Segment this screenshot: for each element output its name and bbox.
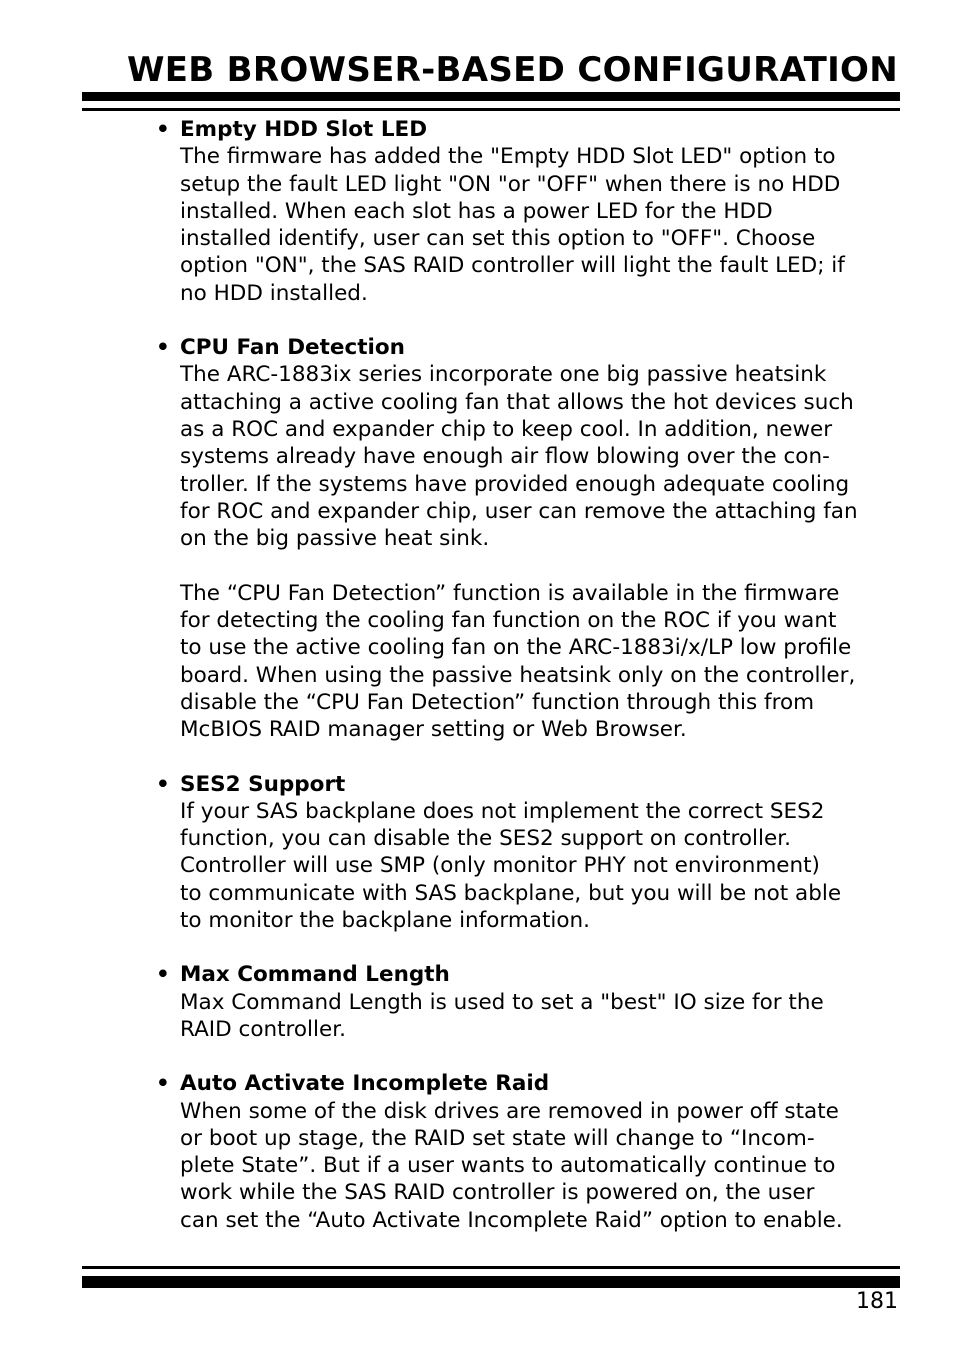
page-title: WEB BROWSER-BASED CONFIGURATION [126,50,898,90]
section-max-command-length [156,961,910,1043]
footer-rule-thin [82,1266,900,1269]
section-paragraph: Max Command Length is used to set a "best" IO size for the RAID controller. [180,989,824,1042]
footer-rule-thick [82,1276,900,1288]
section-title: Empty HDD Slot LED [180,117,428,142]
section-ses2-support [156,771,910,935]
section-title: CPU Fan Detection [180,335,405,361]
section-title: Auto Activate Incomplete Raid [180,1071,550,1097]
section-paragraph: If your SAS backplane does not implement the correct SES2 function, you can disable the SES2 support on controller. Controller will use SMP (only monitor PHY not environment) to communicate with SAS backplane, but you will be not able to monitor the backplane information. [180,798,842,934]
header-rule-thin [82,108,900,111]
section-title: Max Command Length [180,962,450,988]
section-auto-activate-incomplete-raid [156,1070,910,1234]
section-paragraph: When some of the disk drives are removed in power off state or boot up stage, the RAID set state will change to “Incom- plete State”. But if a user wants to automatically continue to work while the SAS RAID controller is powered on, the user can set the “Auto Activate Incomplete Raid” option to enable. [180,1098,843,1233]
page-number: 181 [856,1289,898,1314]
section-empty-hdd-slot-led [156,116,910,307]
bullet-icon: • [156,335,170,361]
header-rule-thick [82,92,900,101]
bullet-icon: • [156,117,170,142]
section-title: SES2 Support [180,771,346,797]
bullet-icon: • [156,771,170,797]
section-paragraph: The firmware has added the "Empty HDD Slot LED" option to setup the fault LED light "ON "or "OFF" when there is no HDD installed. When each slot has a power LED for the HDD installed identify, user can set this option to "OFF". Choose option "ON", the SAS RAID controller will light the fault LED; if no HDD installed. [180,144,845,306]
bullet-icon: • [156,962,170,988]
section-paragraph: The ARC-1883ix series incorporate one big passive heatsink attaching a active cooling fan that allows the hot devices such as a ROC and expander chip to keep cool. In addition, newer systems already have enough air flow blowing over the con- troller. If the systems have provided enough adequate cooling for ROC and expander chip, user can remove the attaching fan on the big passive heat sink. [180,362,858,552]
page-content [156,116,910,1261]
bullet-icon: • [156,1071,170,1097]
section-paragraph: The “CPU Fan Detection” function is available in the firmware for detecting the cooling fan function on the ROC if you want to use the active cooling fan on the ARC-1883i/x/LP low profile board. When using the passive heatsink only on the controller, disable the “CPU Fan Detection” function through this from McBIOS RAID manager setting or Web Browser. [180,580,856,743]
section-cpu-fan-detection [156,334,910,743]
